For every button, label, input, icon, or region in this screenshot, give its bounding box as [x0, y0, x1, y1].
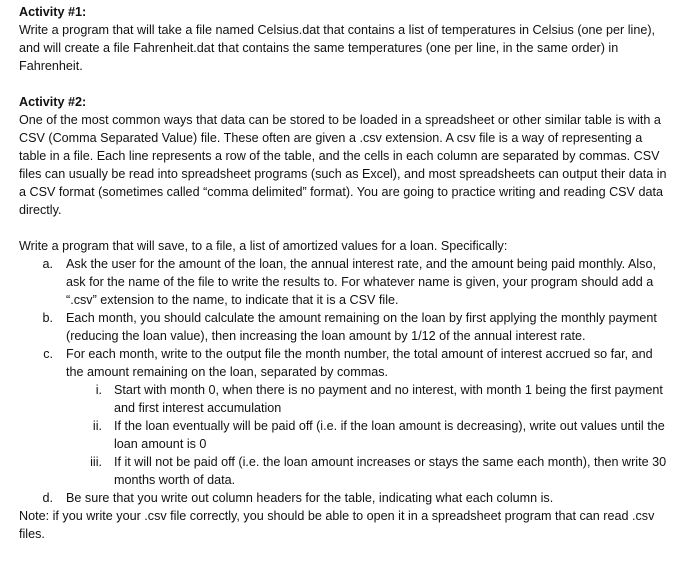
spacer [19, 219, 669, 237]
list-marker: a. [42, 257, 53, 271]
sub-item-ii [19, 417, 669, 453]
activity2-intro: One of the most common ways that data can be stored to be loaded in a spreadsheet or other similar table is with a CSV (Comma Separated Value) file. These often are given a .csv extension. A csv file is a way of representing a table in a file. Each line represents a row of the table, and the cells in each column are separated by commas. CSV files can usually be read into spreadsheet programs (such as Excel), and most spreadsheets can output their data in a CSV format (sometimes called “comma delimited” format). You are going to practice writing and reading CSV data directly. [19, 113, 667, 217]
list-item-text: Ask the user for the amount of the loan, the annual interest rate, and the amount being paid monthly. Also, ask for the name of the file to write the results to. For whatever name is given, your program should add a “.csv” extension to the name, to indicate that it is a CSV file. [66, 257, 656, 307]
activity2-heading: Activity #2: [19, 95, 87, 109]
sub-item-i [19, 381, 669, 417]
sub-item-text: If the loan eventually will be paid off (i.e. if the loan amount is decreasing), write out values until the loan amount is 0 [114, 419, 665, 451]
sub-item-iii [19, 453, 669, 489]
list-marker: i. [95, 383, 102, 397]
sub-item-text: Start with month 0, when there is no payment and no interest, with month 1 being the first payment and first interest accumulation [114, 383, 663, 415]
list-marker: c. [43, 347, 53, 361]
activity2-task: Write a program that will save, to a file, a list of amortized values for a loan. Specifically: [19, 239, 508, 253]
list-item-text: Each month, you should calculate the amount remaining on the loan by first applying the monthly payment (reducing the loan value), then increasing the loan amount by 1/12 of the annual interest rate. [66, 311, 657, 343]
list-item-text: Be sure that you write out column headers for the table, indicating what each column is. [66, 491, 554, 505]
list-item-d [19, 489, 669, 507]
activity1-text: Write a program that will take a file named Celsius.dat that contains a list of temperatures in Celsius (one per line), and will create a file Fahrenheit.dat that contains the same temperatures (one per line, in the same order) in Fahrenheit. [19, 23, 656, 73]
sub-item-text: If it will not be paid off (i.e. the loan amount increases or stays the same each month), then write 30 months worth of data. [114, 455, 667, 487]
activity1-heading: Activity #1: [19, 5, 87, 19]
list-item-b [19, 309, 669, 345]
list-marker: iii. [90, 455, 102, 469]
list-marker: ii. [92, 419, 102, 433]
spacer [19, 75, 669, 93]
list-marker: b. [42, 311, 53, 325]
note-text: Note: if you write your .csv file correctly, you should be able to open it in a spreadsheet program that can read .csv files. [19, 509, 655, 541]
list-item-text: For each month, write to the output file the month number, the total amount of interest accrued so far, and the amount remaining on the loan, separated by commas. [66, 347, 653, 379]
list-marker: d. [42, 491, 53, 505]
list-item-c [19, 345, 669, 381]
list-item-a [19, 255, 669, 309]
